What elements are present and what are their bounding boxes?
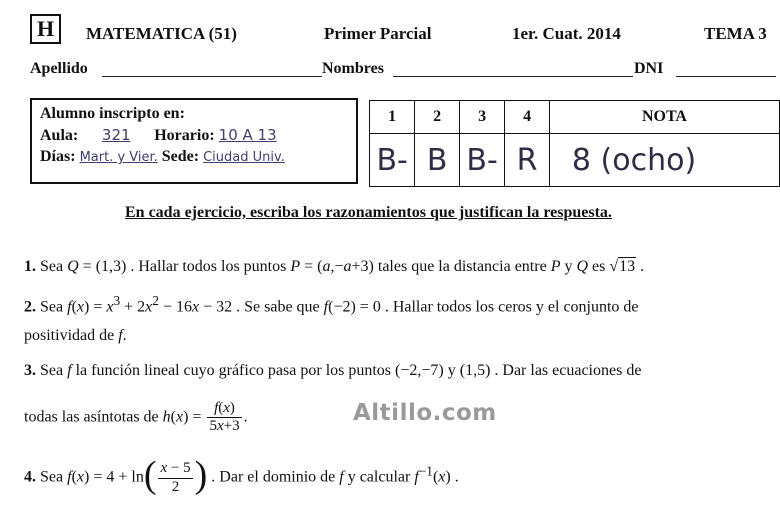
tema-letter-box	[30, 14, 61, 44]
enrollment-title: Alumno inscripto en:	[40, 105, 185, 122]
enrollment-box	[30, 98, 358, 184]
grade-value-nota: 8 (ocho)	[549, 134, 779, 187]
grade-value-3: B-	[459, 134, 504, 187]
question-2-number: 2.	[24, 298, 36, 316]
tema-letter: H	[36, 16, 55, 41]
question-1-number: 1.	[24, 258, 36, 275]
instruction: En cada ejercicio, escriba los razonamientos que justifican la respuesta.	[125, 204, 612, 221]
aula-value: 321	[101, 126, 131, 144]
h-fraction: $\frac{f(x)}{5x+3}$	[209, 400, 240, 435]
subject-title: MATEMATICA (51)	[86, 24, 237, 43]
question-2-line-2: positividad de f.	[24, 327, 127, 344]
question-3-line-1: 3. Sea f la función lineal cuyo gráfico pasa por los puntos (−2,−7) y (1,5) . Dar las ecuaciones de	[24, 362, 642, 379]
question-2-line-1: 2. Sea $f(x) = x^3 + 2x^2 - 16x - 32$ . Se sabe que f(−2) = 0 . Hallar todos los ceros y el conjunto de	[24, 293, 639, 316]
grade-header-4: 4	[505, 101, 550, 134]
aula-label: Aula:	[40, 127, 79, 144]
question-1: 1. Sea Q = (1,3) . Hallar todos los puntos P = (a,−a+3) tales que la distancia entre P y Q es √13 .	[24, 258, 645, 275]
grade-value-1: B-	[370, 134, 415, 187]
exam-name: Primer Parcial	[324, 24, 432, 43]
sede-value: Ciudad Univ.	[203, 150, 285, 165]
term: 1er. Cuat. 2014	[512, 24, 621, 43]
nombres-label: Nombres	[322, 60, 384, 77]
question-3-number: 3.	[24, 362, 36, 379]
question-4-number: 4.	[24, 468, 36, 486]
log-fraction: $\frac{x - 5}{2}$	[160, 460, 191, 495]
grade-header-1: 1	[370, 101, 415, 134]
nombres-field[interactable]	[393, 76, 633, 77]
horario-label: Horario:	[154, 127, 215, 144]
grades-table	[369, 100, 780, 187]
watermark: Altillo.com	[353, 400, 497, 426]
question-4: 4. Sea f(x) = 4 + ln( $\frac{x - 5}{2}$ ) . Dar el dominio de f y calcular $f^{-1}(x)$ .	[24, 454, 459, 496]
dni-label: DNI	[634, 60, 664, 77]
apellido-field[interactable]	[102, 76, 322, 77]
grade-header-2: 2	[415, 101, 460, 134]
grade-value-4: R	[505, 134, 550, 187]
dias-label: Días:	[40, 148, 76, 165]
horario-value: 10 A 13	[218, 126, 277, 144]
dni-field[interactable]	[676, 76, 776, 77]
question-3-line-2: todas las asíntotas de h(x) = $\frac{f(x)}{5x+3}$ .	[24, 400, 248, 435]
grade-header-nota: NOTA	[549, 101, 779, 134]
dias-value: Mart. y Vier.	[79, 150, 158, 165]
apellido-label: Apellido	[30, 60, 88, 77]
tema-label: TEMA 3	[704, 24, 767, 43]
grade-header-3: 3	[459, 101, 504, 134]
grade-value-2: B	[415, 134, 460, 187]
sede-label: Sede:	[161, 148, 200, 165]
